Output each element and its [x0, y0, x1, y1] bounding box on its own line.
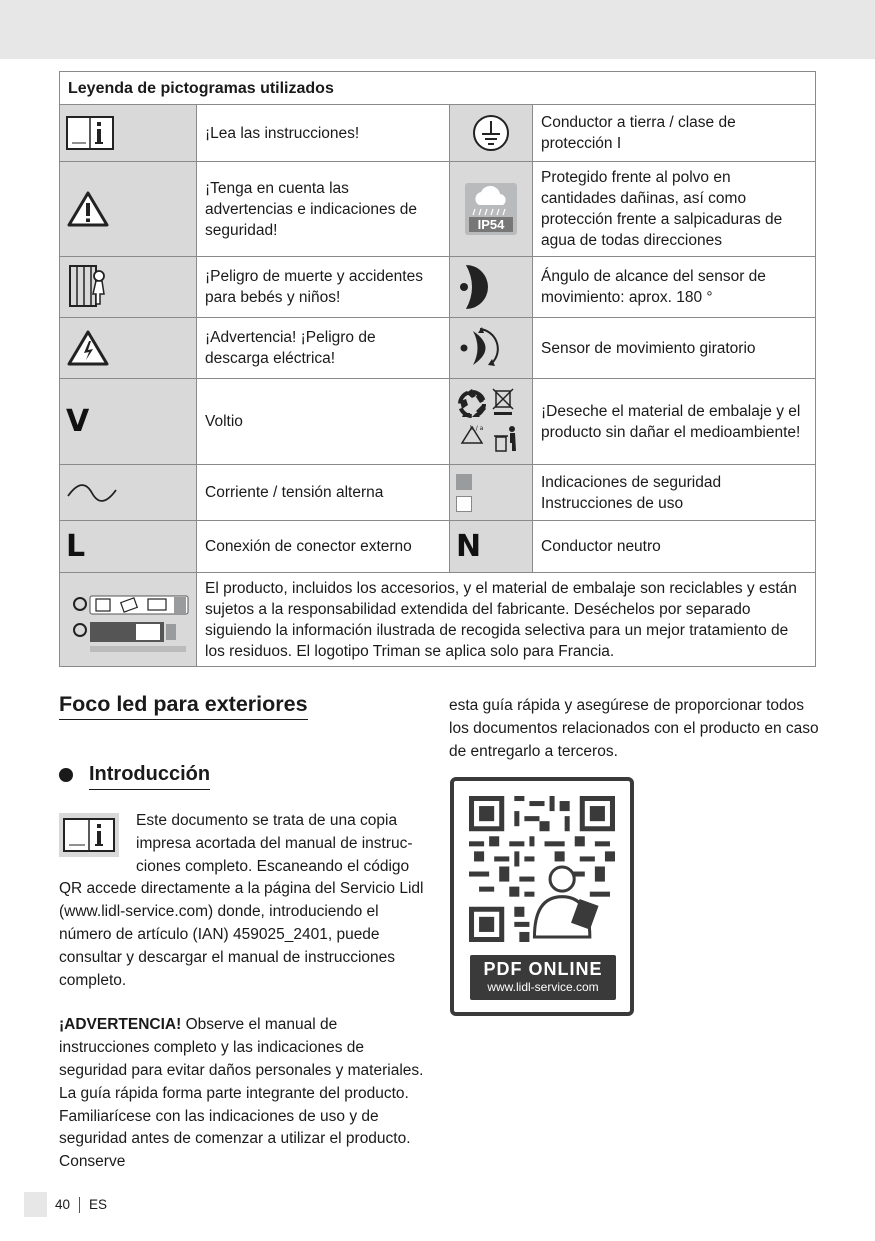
legend-text: Ángulo de alcance del sensor de movimiento: aprox. 180 ° — [533, 257, 816, 318]
sub-heading — [59, 760, 210, 790]
read-instructions-icon — [59, 813, 119, 857]
instructions-square-icon — [456, 496, 472, 512]
pdf-online-title: PDF ONLINE — [483, 959, 603, 979]
legend-text: Indicaciones de seguridad Instrucciones de uso — [533, 465, 816, 521]
disposal-icon — [456, 387, 520, 457]
external-connector-symbol: L — [66, 528, 86, 564]
right-column-text: esta guía rápida y asegúrese de proporcionar todos los documentos relacionados con el producto en caso de entregarlo a terceros. — [449, 697, 819, 760]
cloud-icon — [465, 183, 517, 217]
main-heading: Foco led para exteriores — [59, 690, 308, 720]
qr-code-icon[interactable] — [469, 796, 615, 942]
ip54-label: IP54 — [469, 217, 513, 232]
neutral-conductor-symbol: N — [456, 528, 482, 564]
legend-text: Corriente / tensión alterna — [197, 465, 450, 521]
legend-text: Conductor a tierra / clase de protección I — [533, 105, 816, 162]
intro-line: ciones completo. Escaneando el código — [136, 857, 410, 875]
warning-label: ¡ADVERTENCIA! — [59, 1016, 182, 1034]
language-code: ES — [89, 1197, 108, 1212]
left-column — [59, 810, 425, 1174]
legend-text: ¡Advertencia! ¡Peligro de descarga eléctrica! — [197, 318, 450, 379]
legend-text: Voltio — [197, 379, 450, 465]
legend-text: Protegido frente al polvo en cantidades dañinas, así como protección frente a salpicaduras de agua de todas direcciones — [533, 162, 816, 257]
intro-line: impresa acortada del manual de instruc- — [136, 834, 413, 852]
legend-text: Conductor neutro — [533, 521, 816, 573]
bullet-icon — [59, 768, 73, 782]
pdf-online-badge[interactable] — [470, 955, 616, 1000]
sub-heading-text: Introducción — [89, 760, 210, 790]
legend-text: ¡Peligro de muerte y accidentes para bebés y niños! — [197, 257, 450, 318]
footer-separator — [79, 1197, 80, 1213]
footer-marker — [24, 1192, 47, 1217]
legend-text: ¡Tenga en cuenta las advertencias e indicaciones de seguridad! — [197, 162, 450, 257]
page-footer — [55, 1197, 107, 1213]
page-number: 40 — [55, 1197, 71, 1212]
detection-angle-icon — [456, 263, 496, 311]
legend-text: Conexión de conector externo — [197, 521, 450, 573]
electric-shock-icon — [66, 329, 110, 367]
legend-text: Sensor de movimiento giratorio — [533, 318, 816, 379]
rotating-sensor-icon — [456, 325, 502, 371]
child-danger-icon — [66, 264, 110, 310]
top-band — [0, 0, 875, 59]
triman-text: El producto, incluidos los accesorios, y el material de embalaje son reciclables y están sujetos a la responsabilidad extendida del fabricante. Deséchelos por separado siguiendo la información ilustrada de recogida selectiva para un mejor tratamiento de los residuos. El logotipo Triman se aplica solo para Francia. — [197, 573, 816, 667]
triman-logo-icon — [66, 584, 190, 656]
pictogram-legend-table — [59, 71, 816, 667]
read-instructions-icon — [66, 116, 114, 150]
disposal-icon-label: b / a — [470, 424, 484, 432]
warning-paragraph — [59, 1014, 425, 1174]
intro-paragraph: QR accede directamente a la página del Servicio Lidl (www.lidl-service.com) donde, introduciendo el número de artículo (IAN) 459025_2401, puede consultar y descargar el manual de instrucciones completo. — [59, 880, 424, 989]
safety-notes-square-icon — [456, 474, 472, 490]
alternating-current-icon — [66, 483, 118, 503]
legend-text: ¡Lea las instrucciones! — [197, 105, 450, 162]
protective-earth-icon — [472, 114, 510, 152]
legend-text: ¡Deseche el material de embalaje y el producto sin dañar el medioambiente! — [533, 379, 816, 465]
qr-card[interactable] — [450, 777, 634, 1016]
legend-title: Leyenda de pictogramas utilizados — [60, 72, 816, 105]
pdf-online-url[interactable]: www.lidl-service.com — [487, 980, 599, 994]
ip54-icon — [465, 183, 517, 235]
warning-text: Observe el manual de instrucciones completo y las indicaciones de seguridad para evitar daños personales y materiales. La guía rápida forma parte integrante del producto. Familiarícese con las indicaciones de uso y de seguridad antes de comenzar a utilizar el producto. Conserve — [59, 1016, 424, 1171]
intro-line: Este documento se trata de una copia — [136, 812, 398, 829]
volt-symbol: V — [66, 403, 90, 439]
warning-triangle-icon — [66, 190, 110, 228]
